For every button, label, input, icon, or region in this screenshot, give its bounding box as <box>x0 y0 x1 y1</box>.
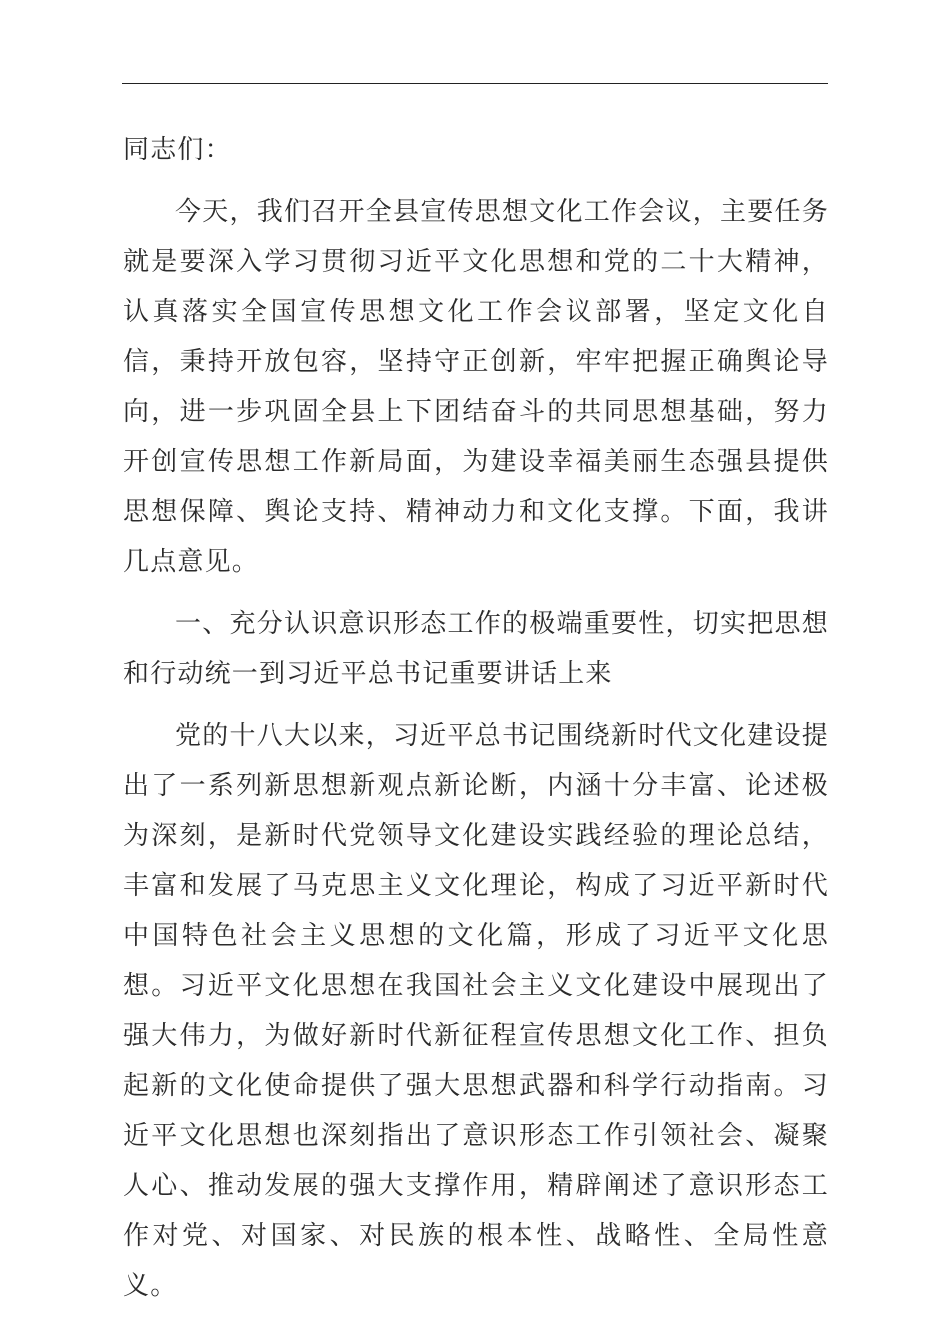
salutation: 同志们： <box>123 135 232 165</box>
header-rule <box>122 83 828 84</box>
opening-paragraph: 今天，我们召开全县宣传思想文化工作会议，主要任务就是要深入学习贯彻习近平文化思想和党的二十大精神，认真落实全国宣传思想文化工作会议部署，坚定文化自信，秉持开放包容，坚持守正创新，牢牢把握正确舆论导向，进一步巩固全县上下团结奋斗的共同思想基础，努力开创宣传思想工作新局面，为建设幸福美丽生态强县提供思想保障、舆论支持、精神动力和文化支撑。下面，我讲几点意见。 <box>123 197 829 577</box>
body-paragraph: 党的十八大以来，习近平总书记围绕新时代文化建设提出了一系列新思想新观点新论断，内涵十分丰富、论述极为深刻，是新时代党领导文化建设实践经验的理论总结，丰富和发展了马克思主义文化理论，构成了习近平新时代中国特色社会主义思想的文化篇，形成了习近平文化思想。习近平文化思想在我国社会主义文化建设中展现出了强大伟力，为做好新时代新征程宣传思想文化工作、担负起新的文化使命提供了强大思想武器和科学行动指南。习近平文化思想也深刻指出了意识形态工作引领社会、凝聚人心、推动发展的强大支撑作用，精辟阐述了意识形态工作对党、对国家、对民族的根本性、战略性、全局性意义。 <box>123 721 829 1301</box>
section-heading-1: 一、充分认识意识形态工作的极端重要性，切实把思想和行动统一到习近平总书记重要讲话上来 <box>123 609 829 689</box>
document-body <box>123 125 829 1323</box>
